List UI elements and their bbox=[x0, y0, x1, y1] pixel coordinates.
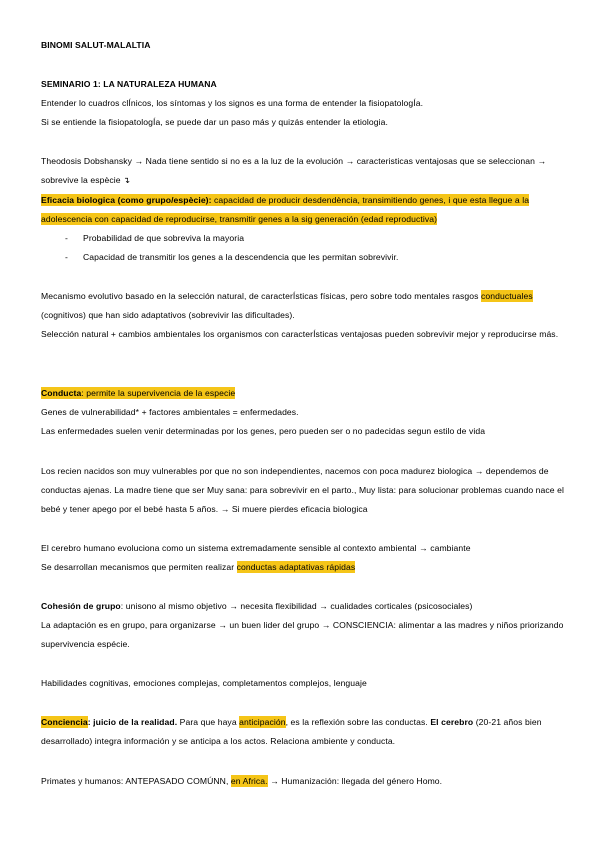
conducta-paragraph bbox=[41, 384, 570, 403]
eficacia-rest: capacidad de producir desdendència, transimitiendo genes, i que esta llegue a la adolescencia con capacidad de reproducirse, transmitir genes a la sig generación (edad reproductiva) bbox=[41, 194, 530, 224]
spacer bbox=[41, 364, 570, 384]
el-cerebro-bold: El cerebro bbox=[430, 717, 474, 728]
cohesion-bold-label: Cohesión de grupo bbox=[41, 600, 121, 611]
dash-bullet-icon: - bbox=[65, 232, 68, 243]
cohesion-paragraph bbox=[41, 597, 570, 616]
spacer bbox=[41, 344, 570, 364]
africa-highlight: en Africa. bbox=[230, 775, 268, 786]
conciencia-highlight-label: Conciencia bbox=[41, 717, 88, 728]
list-item bbox=[41, 229, 570, 248]
mecanismo-line-2: Selección natural + cambios ambientales los organismos con caracterÍsticas ventajosas pueden sobrevivir mejor y reproducirse más. bbox=[41, 329, 559, 340]
spacer bbox=[41, 267, 570, 287]
mecanismo-post: (cognitivos) que han sido adaptativos (sobrevivir las dificultades). bbox=[41, 310, 295, 321]
anticipacion-highlight: anticipación bbox=[239, 717, 286, 728]
document-body bbox=[41, 36, 570, 791]
conducta-bold-label: Conducta bbox=[41, 388, 82, 399]
eficacia-bullet-list bbox=[41, 229, 570, 267]
cerebro-line-1: El cerebro humano evoluciona como un sistema extremadamente sensible al contexto ambiental → cambiante bbox=[41, 542, 471, 553]
cerebro-line-2 bbox=[41, 558, 570, 577]
cohesion-line-2: La adaptación es en grupo, para organizarse → un buen lider del grupo → CONSCIENCIA: alimentar a las madres y niños priorizando supervivencia espécie. bbox=[41, 620, 564, 650]
eficacia-bold-label: Eficacia biologica (como grupo/espècie): bbox=[41, 194, 212, 205]
spacer bbox=[41, 442, 570, 462]
spacer bbox=[41, 577, 570, 597]
conducta-rest: : permite la supervivencia de la especie bbox=[81, 388, 236, 399]
intro-line-2: Si se entiende la fisiopatologÍa, se puede dar un paso más y quizás entender la etiologia. bbox=[41, 117, 388, 128]
spacer bbox=[41, 654, 570, 674]
mecanismo-paragraph bbox=[41, 287, 570, 325]
spacer bbox=[41, 519, 570, 539]
list-item-label: Probabilidad de que sobreviva la mayoria bbox=[83, 232, 245, 243]
eficacia-biologica-paragraph bbox=[41, 191, 570, 229]
spacer bbox=[41, 693, 570, 713]
cohesion-rest: : unisono al mismo objetivo → necesita flexibilidad → cualidades corticales (psicosociales) bbox=[120, 600, 473, 611]
spacer bbox=[41, 752, 570, 772]
list-item-label: Capacidad de transmitir los genes a la descendencia que les permitan sobrevivir. bbox=[83, 251, 399, 262]
primates-pre: Primates y humanos: ANTEPASADO COMÚNN, bbox=[41, 775, 231, 786]
document-title: BINOMI SALUT-MALALTIA bbox=[41, 40, 151, 50]
conciencia-paragraph bbox=[41, 713, 570, 751]
mecanismo-pre: Mecanismo evolutivo basado en la selección natural, de caracterÍsticas físicas, pero sobre todo mentales rasgos bbox=[41, 290, 482, 301]
spacer bbox=[41, 55, 570, 75]
cerebro-highlight: conductas adaptativas rápidas bbox=[236, 561, 356, 572]
spacer bbox=[41, 132, 570, 152]
mecanismo-highlight: conductuales bbox=[481, 290, 533, 301]
primates-post: → Humanización: llegada del género Homo. bbox=[267, 775, 443, 786]
dobzhansky-paragraph: Theodosis Dobshansky → Nada tiene sentido si no es a la luz de la evolución → caracteristicas ventajosas que se seleccionan → sobrevive la espècie ↴ bbox=[41, 156, 547, 186]
conducta-line-2: Genes de vulnerabilidad* + factores ambientales = enfermedades. bbox=[41, 407, 299, 418]
conciencia-mid-1: Para que haya bbox=[177, 717, 240, 728]
dash-bullet-icon: - bbox=[65, 251, 68, 262]
list-item bbox=[41, 248, 570, 267]
primates-paragraph bbox=[41, 772, 570, 791]
conciencia-bold-rest: : juicio de la realidad. bbox=[87, 717, 178, 728]
conciencia-tail: (20-21 años bien desarrollado) integra información y se anticipa a los actos. Relaciona ambiente y conducta. bbox=[41, 717, 542, 747]
section-heading: SEMINARIO 1: LA NATURALEZA HUMANA bbox=[41, 79, 217, 90]
intro-line-1: Entender lo cuadros clÍnicos, los síntomas y los signos es una forma de entender la fisiopatologÍa. bbox=[41, 98, 424, 109]
conciencia-mid-2: , es la reflexión sobre las conductas. bbox=[285, 717, 431, 728]
recien-nacidos-paragraph: Los recien nacidos son muy vulnerables por que no son independientes, nacemos con poca madurez biologica → dependemos de conductas ajenas. La madre tiene que ser Muy sana: para sobrevivir en el parto., Muy lista: para solucionar problemas cuando nace el bebé y tener apego por el bebé hasta 5 años. → Si muere pierdes eficacia biologica bbox=[41, 465, 564, 514]
cerebro-line-2-pre: Se desarrollan mecanismos que permiten realizar bbox=[41, 561, 237, 572]
conducta-line-3: Las enfermedades suelen venir determinadas por los genes, pero pueden ser o no padecidas segun estilo de vida bbox=[41, 426, 486, 437]
habilidades-paragraph: Habilidades cognitivas, emociones complejas, completamentos complejos, lenguaje bbox=[41, 678, 367, 689]
